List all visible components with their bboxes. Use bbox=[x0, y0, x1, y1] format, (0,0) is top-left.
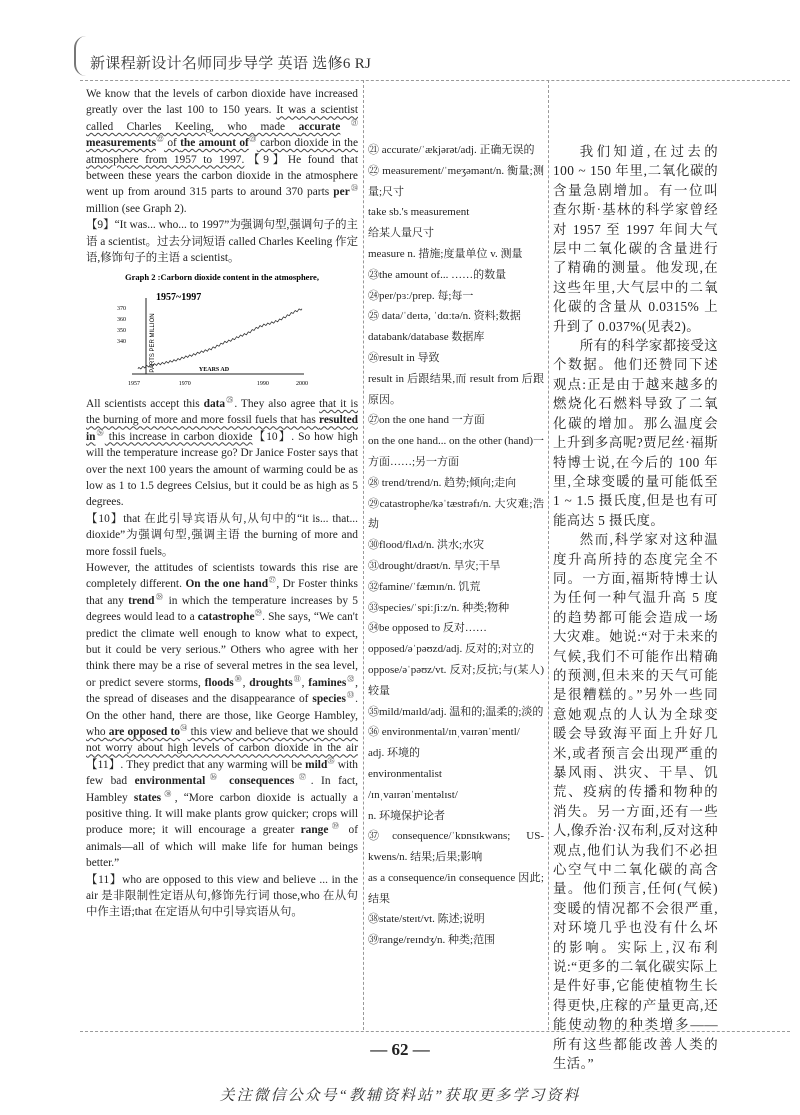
vocabulary-note-line: ㊲consequence/ˈkɒnsɪkwəns; US-kwens/n. 结果;后果;影响 bbox=[368, 830, 544, 864]
text-segment: 【9】He found that between these years the carbon dioxide in the atmosphere went up from around 315 parts to around 370 parts bbox=[86, 153, 358, 199]
vocabulary-note-line: ㉑ accurate/ˈækjərət/adj. 正确无误的 bbox=[368, 144, 535, 156]
underlined-sentence: of bbox=[164, 137, 181, 150]
x-tick-label: 1990 bbox=[256, 381, 269, 388]
header-brace-decoration bbox=[74, 36, 86, 76]
footnote-marker: ㉔ bbox=[349, 184, 359, 193]
grammar-note-paragraph bbox=[86, 217, 358, 266]
translation-paragraph: 我们知道,在过去的 100 ~ 150 年里,二氧化碳的含量急剧增加。有一位叫查尔斯·基林的科学家曾经对 1957 至 1997 年间大气层中二氧化碳的含量进行了精确的测量。他发现,在这些年里,大气层中的二氧化碳的含量从 0.0315% 上升到了 0.037%(见表2)。 bbox=[553, 144, 718, 334]
footnote-marker: ㉒ bbox=[156, 135, 164, 144]
vocabulary-note-line: ㉓the amount of... ……的数量 bbox=[368, 268, 507, 281]
text-segment: 【9】“It was... who... to 1997”为强调句型,强调句子的主语 a scientist。过去分词短语 called Charles Keeling 作定语,修饰句子的主语 a scientist。 bbox=[86, 219, 358, 265]
vocabulary-note-line: ㉜famine/ˈfæmɪn/n. 饥荒 bbox=[368, 580, 481, 593]
key-vocabulary-word: environmental bbox=[134, 775, 206, 788]
text-segment: . On the other hand, there are those, like George Hambley, bbox=[86, 693, 358, 722]
key-vocabulary-word: resulted in bbox=[86, 414, 358, 443]
text-segment: 【10】that 在此引导宾语从句,从句中的“it is... that... dioxide”为强调句型,强调主语 the burning of more and more fossil fuels。 bbox=[86, 512, 358, 558]
vocabulary-note-line: ㊳state/steɪt/vt. 陈述;说明 bbox=[368, 913, 485, 926]
text-segment: , bbox=[301, 676, 309, 689]
key-vocabulary-word: famines bbox=[308, 676, 347, 689]
key-vocabulary-word: range bbox=[300, 824, 329, 837]
footnote-marker: ㉛ bbox=[292, 674, 302, 683]
x-tick-label: 1970 bbox=[178, 381, 191, 388]
text-segment: , “More carbon dioxide is actually a positive thing. It will make plants grow quicker; crops will produce more; it will encourage a greater bbox=[86, 791, 358, 837]
footnote-marker: ㉓ bbox=[248, 135, 257, 144]
vocabulary-note-line: ㉛drought/draʊt/n. 旱灾;干旱 bbox=[368, 559, 501, 572]
vocabulary-note-line: ㉗on the one hand 一方面 bbox=[368, 414, 485, 427]
graph-caption: Graph 2 :Carborn dioxide content in the atmosphere, bbox=[125, 272, 319, 283]
column-divider bbox=[548, 80, 549, 1030]
column-divider bbox=[363, 80, 364, 1030]
grammar-note-paragraph bbox=[86, 396, 358, 511]
vocabulary-note-line: on the one hand... on the other (hand)一方面……;另一方面 bbox=[368, 435, 544, 468]
text-segment: We know that the levels of carbon dioxide have increased greatly over the last 100 to 150 years. bbox=[86, 88, 358, 117]
vocabulary-note-line: ㉞be opposed to 反对…… bbox=[368, 622, 487, 635]
vocabulary-note-line: opposed/əˈpəʊzd/adj. 反对的;对立的 bbox=[368, 643, 535, 656]
co2-concentration-line bbox=[138, 309, 302, 369]
underlined-sentence: It was a scientist called Charles Keeling, who made bbox=[86, 104, 358, 133]
vocabulary-note-line: ㉟mild/maɪld/adj. 温和的;温柔的;淡的 bbox=[368, 705, 544, 718]
text-segment: 【10】. So how high will the temperature increase go? Dr Janice Foster says that over the next 100 years the amount of warming could be as low as 1 to 1.5 degrees Celsius, but it could be as high as 5 degrees. bbox=[86, 430, 359, 509]
text-segment: in which the temperature increases by 5 degrees would lead to a bbox=[86, 594, 359, 624]
vocabulary-note-line: ㉖result in 导致 bbox=[368, 351, 440, 364]
vocabulary-note-line: ㊴range/reɪndʒ/n. 种类;范围 bbox=[368, 934, 496, 947]
vocabulary-note-line: /ɪnˌvaɪrənˈmentəlɪst/ bbox=[368, 788, 458, 801]
key-vocabulary-word: states bbox=[133, 791, 162, 804]
co2-graph-svg bbox=[86, 270, 358, 388]
vocabulary-note-line: take sb.'s measurement bbox=[368, 206, 470, 219]
co2-graph bbox=[86, 270, 358, 393]
key-vocabulary-word: are opposed to bbox=[108, 726, 180, 738]
key-vocabulary-word: consequences bbox=[229, 775, 295, 788]
vocabulary-note-line: measure n. 措施;度量单位 v. 测量 bbox=[368, 247, 523, 260]
text-segment: . They also agree bbox=[234, 397, 320, 410]
vocabulary-note-line: n. 环境保护论者 bbox=[368, 809, 445, 822]
grammar-note-paragraph bbox=[86, 560, 358, 872]
key-vocabulary-word: per bbox=[333, 186, 350, 199]
text-segment: million (see Graph 2). bbox=[86, 202, 187, 215]
footnote-marker: ㉗ bbox=[268, 576, 277, 585]
vocabulary-note-line: 给某人量尺寸 bbox=[368, 227, 434, 240]
key-vocabulary-word: catastrophe bbox=[197, 611, 255, 624]
vocabulary-note-line: oppose/əˈpəʊz/vt. 反对;反抗;与(某人)较量 bbox=[368, 663, 544, 697]
key-vocabulary-word: On the one hand bbox=[185, 578, 269, 591]
footnote-marker: ㉘ bbox=[154, 592, 165, 601]
underlined-sentence: who bbox=[86, 726, 109, 738]
y-tick-label: 350 bbox=[117, 328, 126, 335]
english-passage-column bbox=[86, 86, 358, 921]
footnote-marker: ㊳ bbox=[161, 789, 175, 798]
vocabulary-note-line: adj. 环境的 bbox=[368, 747, 420, 760]
text-segment: 【11】who are opposed to this view and believe ... in the air 是非限制性定语从句,修饰先行词 those,who 在从句中作主语;that 在定语从句中引导宾语从句。 bbox=[86, 873, 358, 919]
y-tick-label: 370 bbox=[117, 306, 126, 313]
vocabulary-note-line: ㊱ environmental/ɪnˌvaɪrənˈmentl/ bbox=[368, 726, 520, 739]
footnote-marker: ㉚ bbox=[233, 674, 243, 683]
text-segment: However, the attitudes of scientists towards this rise are completely different. bbox=[86, 561, 358, 591]
key-vocabulary-word: floods bbox=[204, 676, 234, 689]
vocabulary-note-line: ㉒ measurement/ˈmeʒəmənt/n. 衡量;测量;尺寸 bbox=[368, 164, 544, 198]
chinese-translation-column bbox=[553, 142, 718, 1074]
grammar-note-paragraph bbox=[86, 511, 358, 560]
key-vocabulary-word: droughts bbox=[249, 676, 293, 689]
page-number: — 62 — bbox=[370, 1040, 430, 1059]
footnote-marker: ㉟ bbox=[327, 757, 335, 766]
vocabulary-note-line: environmentalist bbox=[368, 767, 442, 780]
underlined-sentence: this view and believe that we should not worry about high levels of carbon dioxide in the air bbox=[86, 726, 359, 755]
footnote-marker: ㉑ bbox=[340, 119, 358, 128]
footnote-marker: ㊱ bbox=[205, 773, 222, 782]
key-vocabulary-word: trend bbox=[128, 594, 155, 607]
underlined-sentence: this increase in carbon dioxide bbox=[104, 430, 253, 443]
vocabulary-note-line: ㉔per/pɜː/prep. 每;每一 bbox=[368, 289, 474, 302]
vocabulary-notes-column bbox=[368, 140, 544, 951]
footnote-marker: ㉕ bbox=[225, 396, 235, 405]
y-axis-label: PARTS PER MILLION bbox=[150, 313, 156, 374]
vocabulary-note-line: ㉙catastrophe/kəˈtæstrəfɪ/n. 大灾难;浩劫 bbox=[368, 497, 544, 531]
vocabulary-note-line: databank/database 数据库 bbox=[368, 331, 485, 344]
vocabulary-note-line: as a consequence/in consequence 因此;结果 bbox=[368, 871, 544, 905]
key-vocabulary-word: accurate bbox=[298, 120, 341, 133]
vocabulary-note-line: ㉘ trend/trend/n. 趋势;倾向;走向 bbox=[368, 476, 517, 489]
underlined-sentence: carbon dioxide in the atmosphere from 1957 to 1997. bbox=[86, 137, 359, 166]
vocabulary-note-line: ㉕ data/ˈdeɪtə, ˈdɑːtə/n. 资料;数据 bbox=[368, 310, 521, 323]
y-tick-label: 360 bbox=[117, 317, 126, 324]
text-segment: . She says, “We can't predict the climate well enough to know what to expect, but it could be very serious.” Others who agree with her think there may be a rise of several metres in the sea level, or predict severe storms, bbox=[86, 611, 358, 689]
text-segment: of animals—all of which will make life for human beings better.” bbox=[86, 824, 358, 870]
key-vocabulary-word: the amount of bbox=[180, 137, 249, 150]
key-vocabulary-word: mild bbox=[305, 758, 328, 771]
vocabulary-note-line: ㉝species/ˈspiːʃiːz/n. 种类;物种 bbox=[368, 601, 510, 614]
x-tick-label: 2000 bbox=[296, 381, 308, 388]
vocabulary-note-line: ㉚flood/flʌd/n. 洪水;水灾 bbox=[368, 539, 485, 552]
text-segment: with few bad bbox=[86, 758, 358, 788]
book-header-title: 新课程新设计名师同步导学 英语 选修6 RJ bbox=[90, 56, 372, 72]
x-tick-label: 1957 bbox=[128, 381, 140, 388]
text-segment: . In fact, Hambley bbox=[86, 775, 358, 804]
y-tick-label: 340 bbox=[117, 339, 126, 346]
footnote-marker: ㉞ bbox=[179, 724, 188, 733]
footnote-marker: ㉙ bbox=[254, 609, 263, 618]
text-segment: 【11】. They predict that any warming will be bbox=[86, 758, 306, 771]
key-vocabulary-word: measurements bbox=[86, 137, 157, 150]
grammar-note-paragraph bbox=[86, 872, 358, 921]
footnote-marker: ㉝ bbox=[345, 691, 356, 700]
x-axis-label: YEARS AD bbox=[198, 367, 230, 374]
translation-paragraph: 所有的科学家都接受这个数据。他们还赞同下述观点:正是由于越来越多的燃烧化石燃料导致了二氧化碳的增加。那么温度会上升到多高呢?贾尼丝·福斯特博士说,在今后的 100 年里,全球变暖的量可能低至 1 ~ 1.5 摄氏度,但是也有可能高达 5 摄氏度。 bbox=[553, 338, 718, 528]
footnote-marker: ㉖ bbox=[95, 428, 105, 437]
passage-paragraph bbox=[86, 86, 358, 217]
text-segment: , Dr Foster thinks that any bbox=[86, 578, 358, 607]
footnote-marker: ㉜ bbox=[346, 674, 356, 683]
text-segment: All scientists accept this bbox=[86, 397, 204, 410]
translation-paragraph: 然而,科学家对这种温度升高所持的态度完全不同。一方面,福斯特博士认为任何一种气温升高 5 度的趋势都可能会造成一场大灾难。她说:“对于未来的气候,我们不可能作出精确的预测,但未来的天气可能是很糟糕的。”另外一些同意她观点的人认为全球变暖会导致海平面上升好几米,或者预言会出现严重的暴风雨、洪灾、干旱、饥荒、疫病的传播和物种的消失。另一方面,还有一些人,像乔治·汉布利,反对这种观点,他们认为我们不必担心空气中二氧化碳的高含量。他们预言,任何(气候)变暖的情况都不会很严重,对环境几乎也没有什么坏的影响。实际上,汉布利说:“更多的二氧化碳实际上是件好事,它能使植物生长得更快,庄稼的产量更高,还能使动物的种类增多——所有这些都能改善人类的生活。” bbox=[553, 532, 718, 1072]
underlined-sentence: that it is the burning of more and more fossil fuels that has bbox=[86, 397, 359, 427]
text-segment: , bbox=[242, 676, 250, 689]
footnote-marker: ㊴ bbox=[328, 822, 343, 831]
graph-subtitle: 1957~1997 bbox=[156, 292, 202, 304]
text-segment bbox=[222, 775, 230, 787]
key-vocabulary-word: data bbox=[203, 397, 226, 410]
footer-handwritten-note: 关注微信公众号“教辅资料站”获取更多学习资料 bbox=[219, 1088, 581, 1104]
key-vocabulary-word: species bbox=[312, 693, 346, 706]
footnote-marker: ㊲ bbox=[294, 773, 311, 782]
text-segment: , the spread of diseases and the disappearance of bbox=[86, 676, 358, 706]
vocabulary-note-line: result in 后跟结果,而 result from 后跟原因。 bbox=[368, 372, 544, 406]
